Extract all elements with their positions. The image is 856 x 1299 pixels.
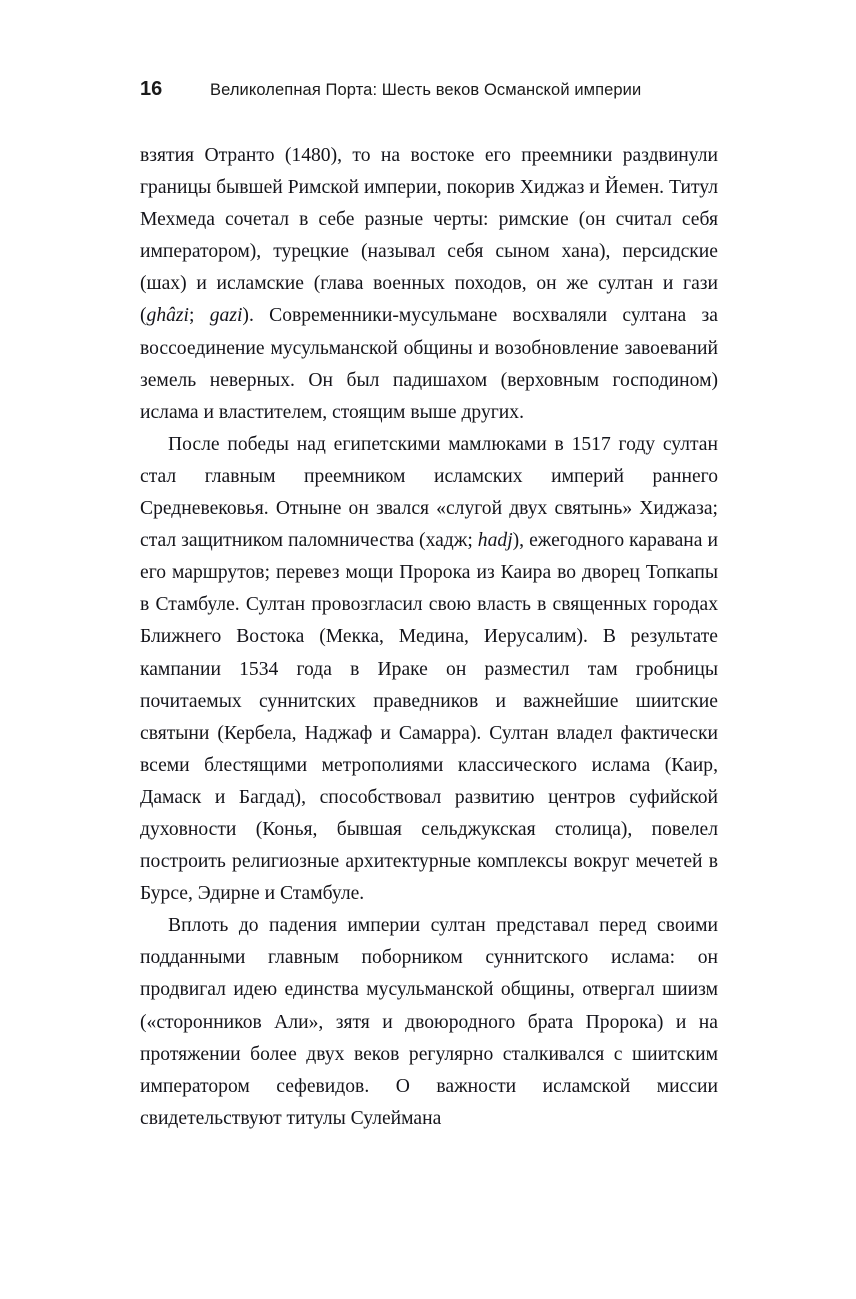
paragraph: Вплоть до падения империи султан представал перед своими подданными главным поборником суннитского ислама: он продвигал идею единства мусульманской общины, отвергал шиизм («сторонников Али», зятя и двоюродного брата Пророка) и на протяжении более двух веков регулярно сталкивался с шиитским императором сефевидов. О важности исламской миссии свидетельствуют титулы Сулеймана — [140, 915, 718, 1129]
page-number: 16 — [140, 78, 163, 100]
foreign-term: ghâzi — [146, 305, 189, 327]
paragraph: взятия Отранто (1480), то на востоке его преемники раздвинули границы бывшей Римской империи, покорив Хиджаз и Йемен. Титул Мехмеда сочетал в себе разные черты: римские (он считал себя императором), турецкие (называл себя сыном хана), персидские (шах) и исламские (глава военных походов, он же султан и гази (ghâzi; gazi). Современники-мусульмане восхваляли султана за воссоединение мусульманской общины и возобновление завоеваний земель неверных. Он был падишахом (верховным господином) ислама и властителем, стоящим выше других. — [140, 145, 718, 423]
body-text — [140, 140, 718, 1135]
paragraph: После победы над египетскими мамлюками в 1517 году султан стал главным преемником исламских империй раннего Средневековья. Отныне он звался «слугой двух святынь» Хиджаза; стал защитником паломничества (хадж; hadj), ежегодного каравана и его маршрутов; перевез мощи Пророка из Каира во дворец Топкапы в Стамбуле. Султан провозгласил свою власть в священных городах Ближнего Востока (Мекка, Медина, Иерусалим). В результате кампании 1534 года в Ираке он разместил там гробницы почитаемых суннитских праведников и важнейшие шиитские святыни (Кербела, Наджаф и Самарра). Султан владел фактически всеми блестящими метрополиями классического ислама (Каир, Дамаск и Багдад), способствовал развитию центров суфийской духовности (Конья, бывшая сельджукская столица), повелел построить религиозные архитектурные комплексы вокруг мечетей в Бурсе, Эдирне и Стамбуле. — [140, 433, 718, 905]
foreign-term: hadj — [477, 530, 513, 552]
foreign-term: gazi — [209, 305, 243, 327]
running-title: Великолепная Порта: Шесть веков Османской империи — [210, 81, 642, 99]
running-head — [140, 78, 716, 106]
